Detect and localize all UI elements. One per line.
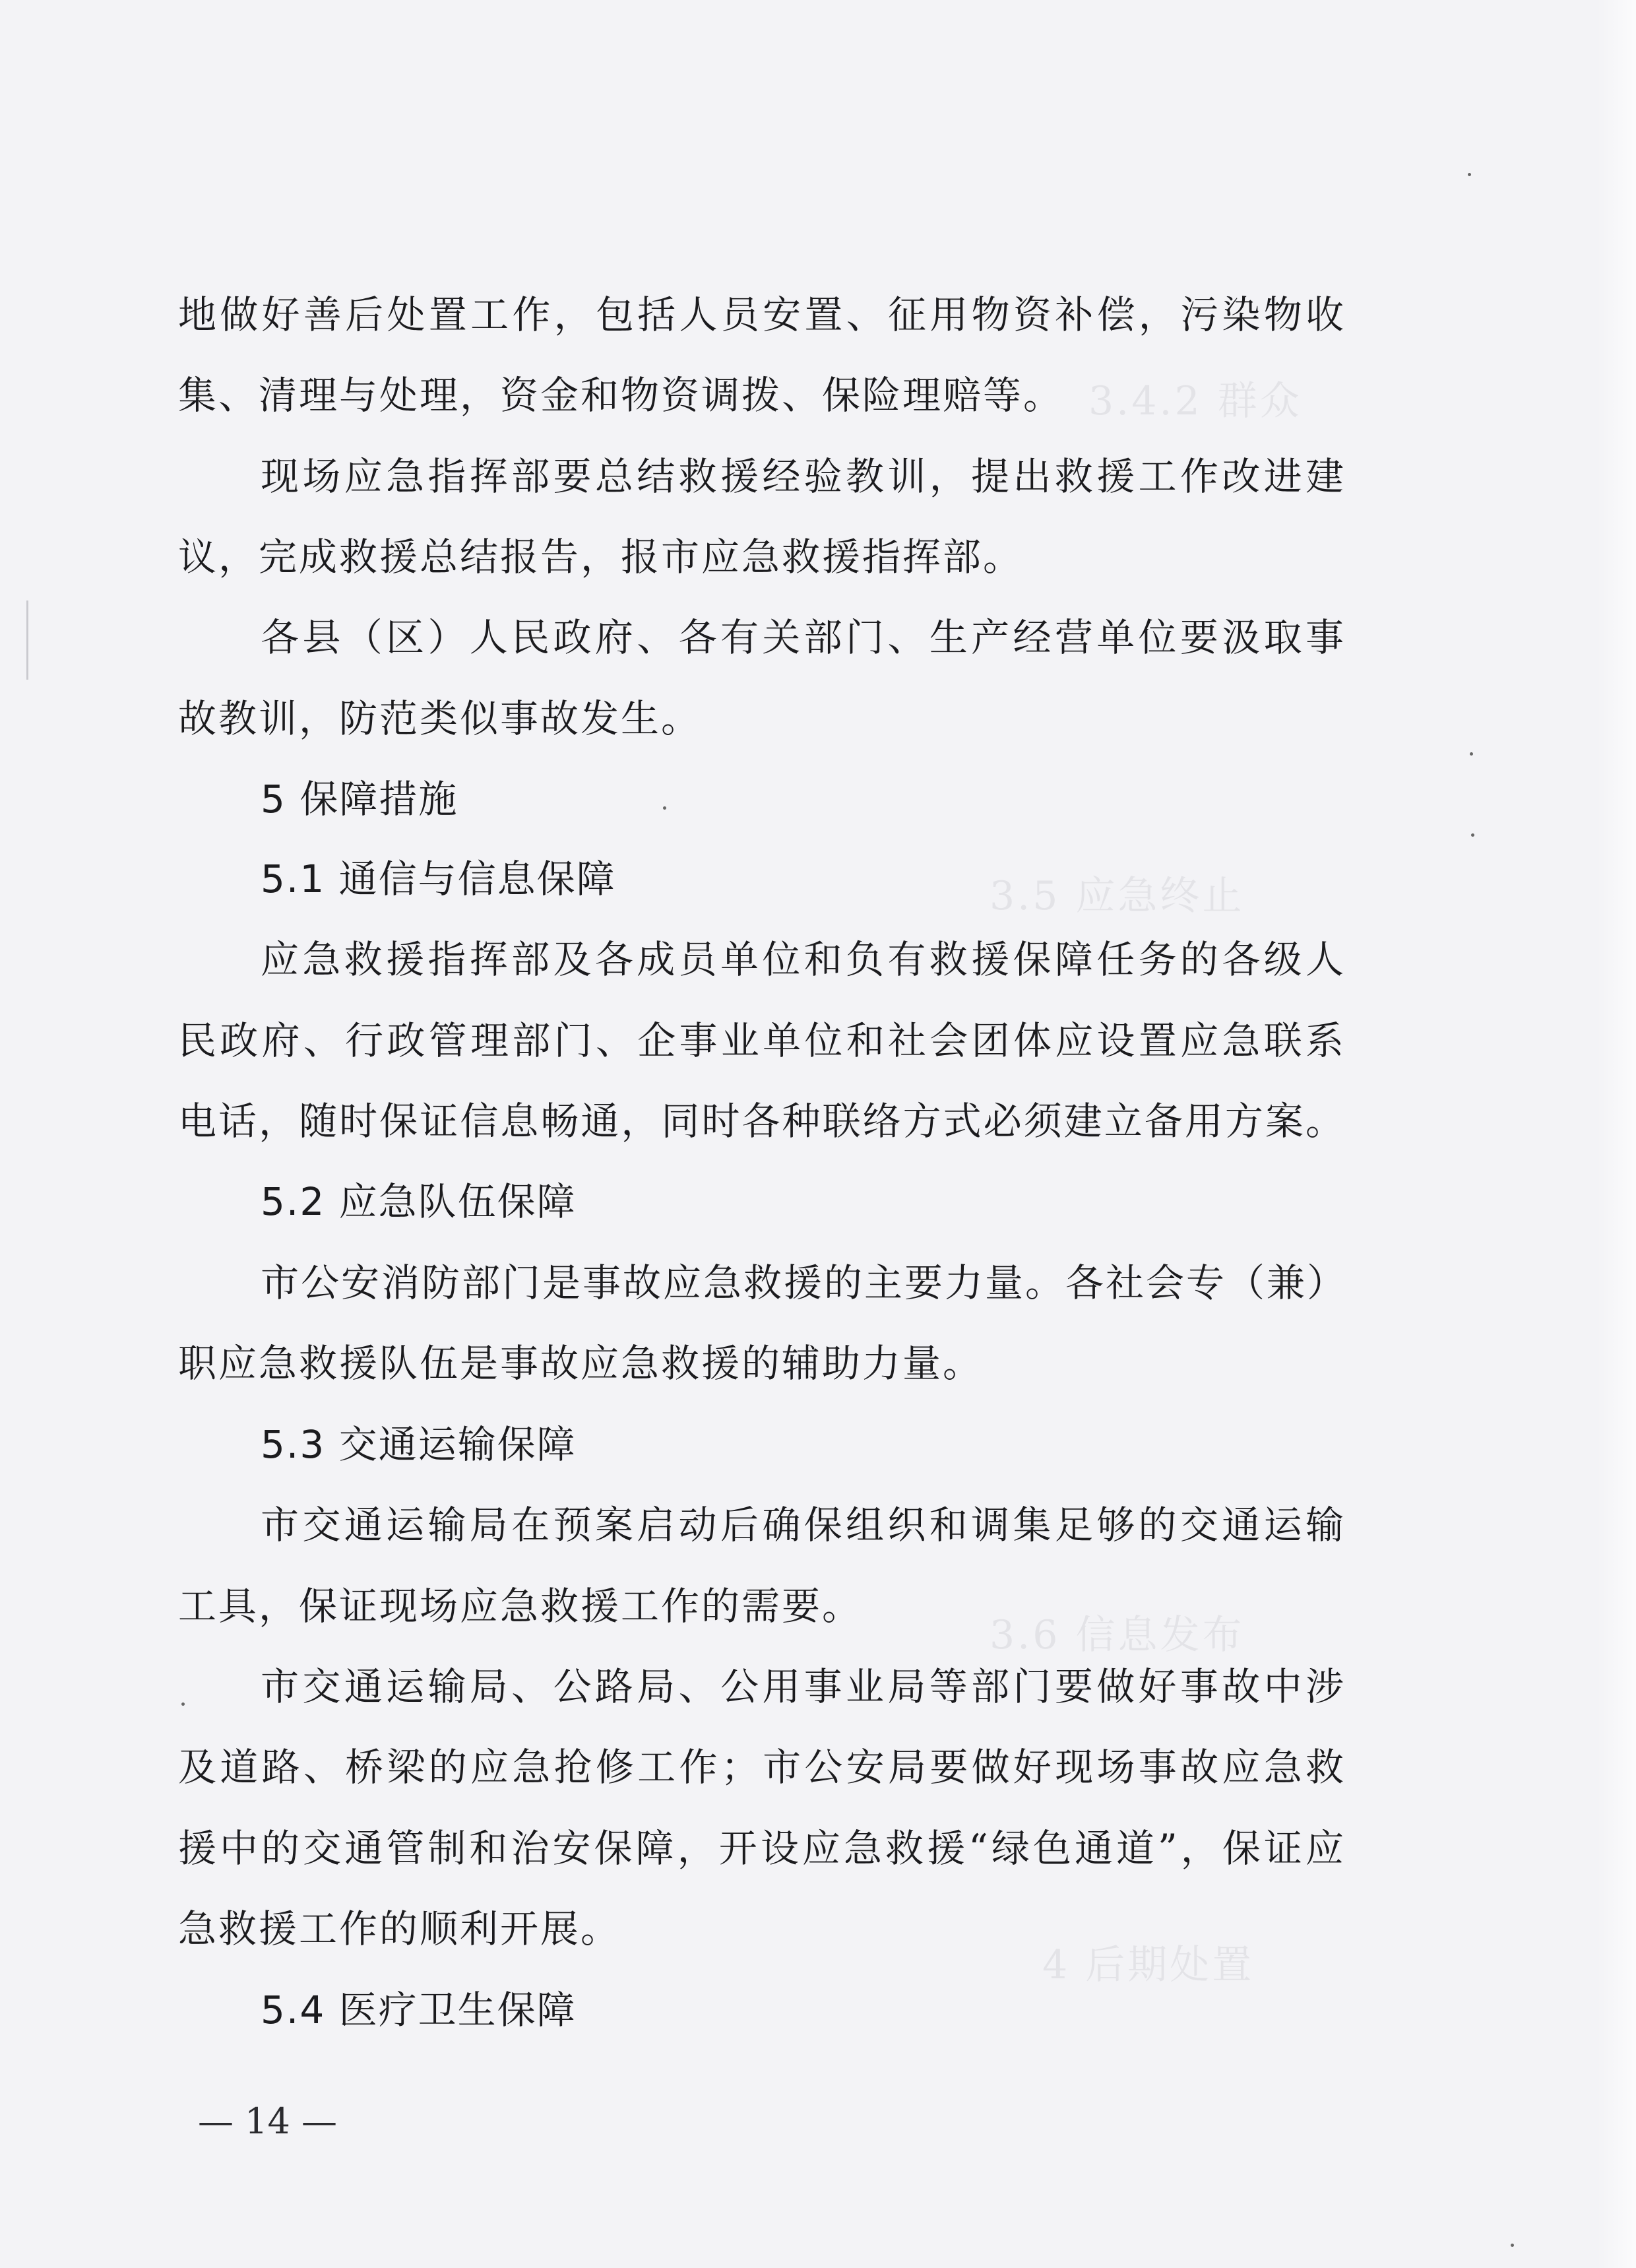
scan-speck [1511,2244,1514,2247]
body-text-line: 民政府、行政管理部门、企事业单位和社会团体应设置应急联系 [178,1018,1346,1063]
body-text-line: 应急救援指挥部及各成员单位和负有救援保障任务的各级人 [261,937,1346,982]
subsection-heading: 5.2 应急队伍保障 [261,1179,577,1224]
scan-speck [1471,833,1474,837]
scan-speck [181,1702,185,1706]
body-text-line: 议，完成救援总结报告，报市应急救援指挥部。 [178,535,1024,579]
body-text-line: 及道路、桥梁的应急抢修工作；市公安局要做好现场事故应急救 [178,1745,1346,1790]
body-text-line: 地做好善后处置工作，包括人员安置、征用物资补偿，污染物收 [178,292,1346,337]
scan-edge-shading [1596,0,1636,2268]
body-text-line: 急救援工作的顺利开展。 [178,1906,621,1951]
body-text-line: 电话，随时保证信息畅通，同时各种联络方式必须建立备用方案。 [178,1099,1346,1144]
section-heading: 5 保障措施 [261,777,458,822]
body-text-line: 工具，保证现场应急救援工作的需要。 [178,1584,863,1629]
page-number: — 14 — [198,2100,338,2142]
body-text-line: 市交通运输局、公路局、公用事业局等部门要做好事故中涉 [261,1664,1346,1709]
subsection-heading: 5.1 通信与信息保障 [261,857,616,901]
bleed-through-text: 3.4.2 群众 [1088,378,1302,424]
body-text-line: 各县（区）人民政府、各有关部门、生产经营单位要汲取事 [261,615,1346,660]
scan-edge-mark [26,600,28,680]
subsection-heading: 5.3 交通运输保障 [261,1422,577,1467]
bleed-through-text: 3.6 信息发布 [990,1612,1245,1658]
body-text-line: 市公安消防部门是事故应急救援的主要力量。各社会专（兼） [261,1260,1348,1305]
scan-speck [1470,752,1473,756]
body-text-line: 现场应急指挥部要总结救援经验教训，提出救援工作改进建 [261,454,1346,499]
body-text-line: 援中的交通管制和治安保障，开设应急救援“绿色通道”，保证应 [178,1826,1346,1871]
body-text-line: 集、清理与处理，资金和物资调拨、保险理赔等。 [178,373,1064,418]
body-text-line: 故教训，防范类似事故发生。 [178,696,702,741]
body-text-line: 职应急救援队伍是事故应急救援的辅助力量。 [178,1341,984,1386]
bleed-through-text: 4 后期处置 [1042,1942,1255,1988]
bleed-through-text: 3.5 应急终止 [990,873,1245,919]
scan-speck [1468,173,1471,176]
scan-speck [663,806,666,810]
body-text-line: 市交通运输局在预案启动后确保组织和调集足够的交通运输 [261,1503,1346,1547]
subsection-heading: 5.4 医疗卫生保障 [261,1988,577,2032]
